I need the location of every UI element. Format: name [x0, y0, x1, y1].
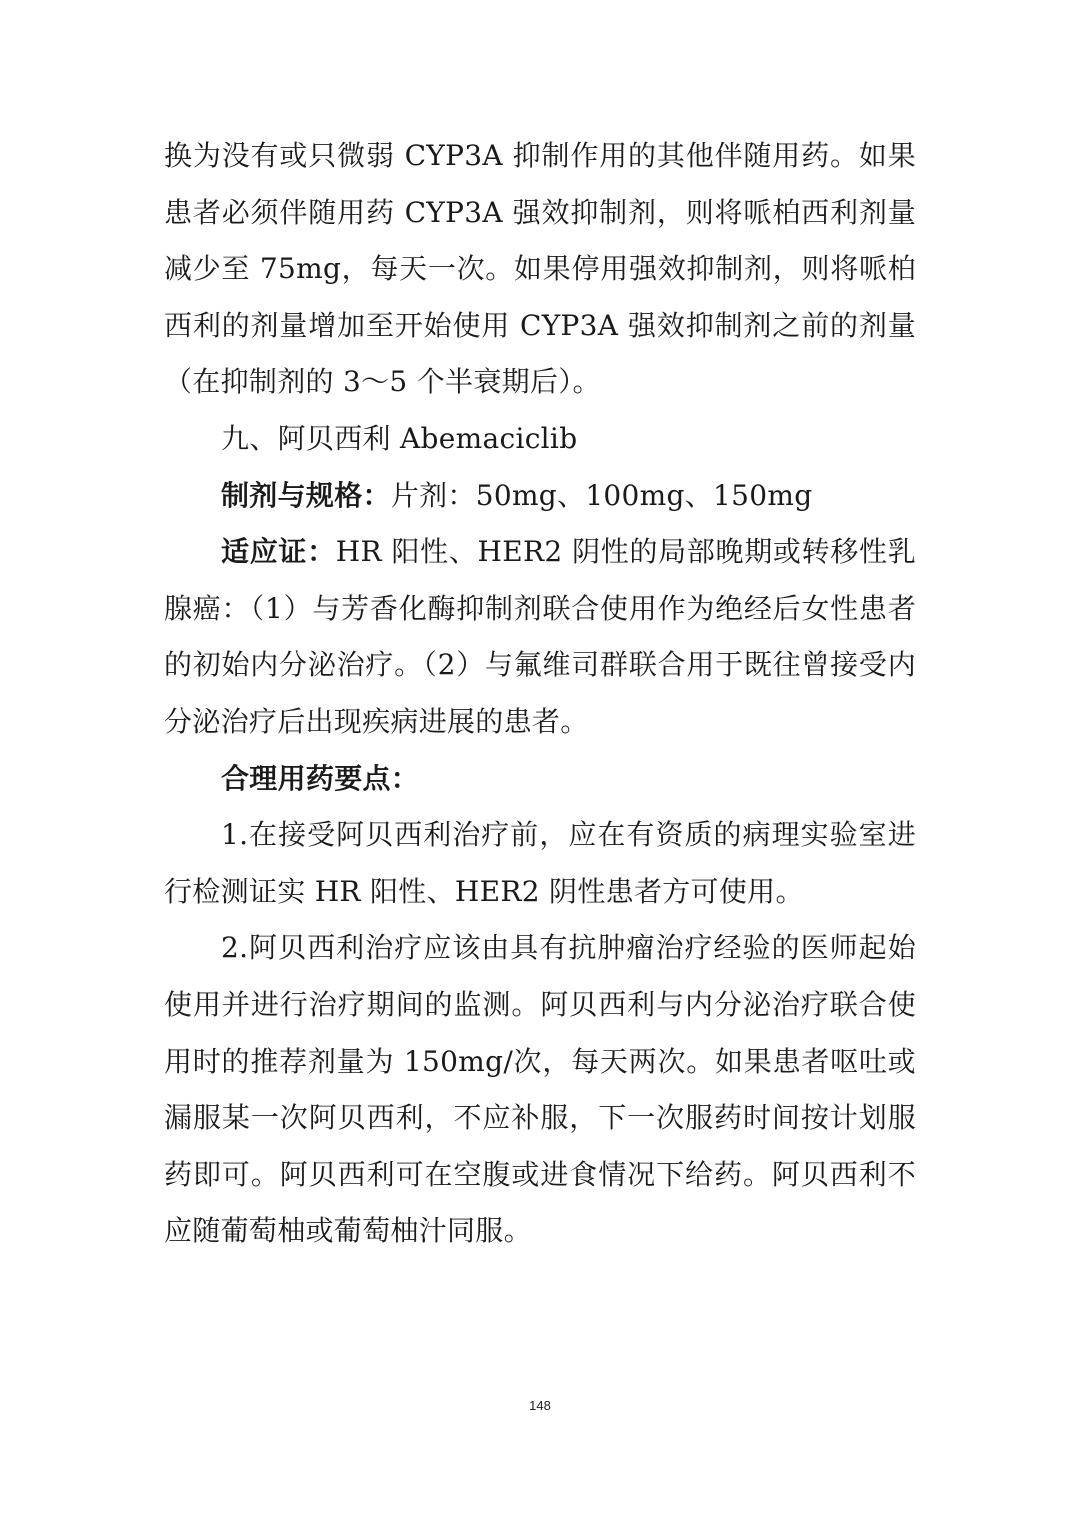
paragraph-point-1: [164, 807, 916, 920]
page-number: 148: [529, 1398, 551, 1413]
paragraph-indications: [164, 524, 916, 750]
paragraph-text: 换为没有或只微弱 CYP3A 抑制作用的其他伴随用药。如果患者必须伴随用药 CYP3A 强效抑制剂，则将哌柏西利剂量减少至 75mg，每天一次。如果停用强效抑制剂，则将哌柏西利的剂量增加至开始使用 CYP3A 强效抑制剂之前的剂量（在抑制剂的 3～5 个半衰期后）。: [164, 139, 916, 399]
point-1-text: 1.在接受阿贝西利治疗前，应在有资质的病理实验室进行检测证实 HR 阳性、HER2 阴性患者方可使用。: [164, 818, 916, 908]
paragraph-key-points-heading: [164, 751, 916, 808]
body-text: [164, 128, 916, 1260]
paragraph-continuation: [164, 128, 916, 411]
section-heading-text: 九、阿贝西利 Abemaciclib: [221, 421, 578, 455]
formulation-label: 制剂与规格：: [221, 478, 391, 512]
section-heading: [164, 411, 916, 468]
paragraph-formulation: [164, 468, 916, 525]
indications-text: HR 阳性、HER2 阴性的局部晚期或转移性乳腺癌：（1）与芳香化酶抑制剂联合使用作为绝经后女性患者的初始内分泌治疗。（2）与氟维司群联合用于既往曾接受内分泌治疗后出现疾病进展的患者。: [164, 535, 916, 738]
formulation-text: 片剂：50mg、100mg、150mg: [390, 478, 813, 512]
indications-label: 适应证：: [221, 535, 336, 569]
paragraph-point-2: [164, 920, 916, 1260]
point-2-text: 2.阿贝西利治疗应该由具有抗肿瘤治疗经验的医师起始使用并进行治疗期间的监测。阿贝西利与内分泌治疗联合使用时的推荐剂量为 150mg/次，每天两次。如果患者呕吐或漏服某一次阿贝西利，不应补服，下一次服药时间按计划服药即可。阿贝西利可在空腹或进食情况下给药。阿贝西利不应随葡萄柚或葡萄柚汁同服。: [164, 931, 916, 1248]
key-points-label: 合理用药要点：: [221, 761, 420, 795]
